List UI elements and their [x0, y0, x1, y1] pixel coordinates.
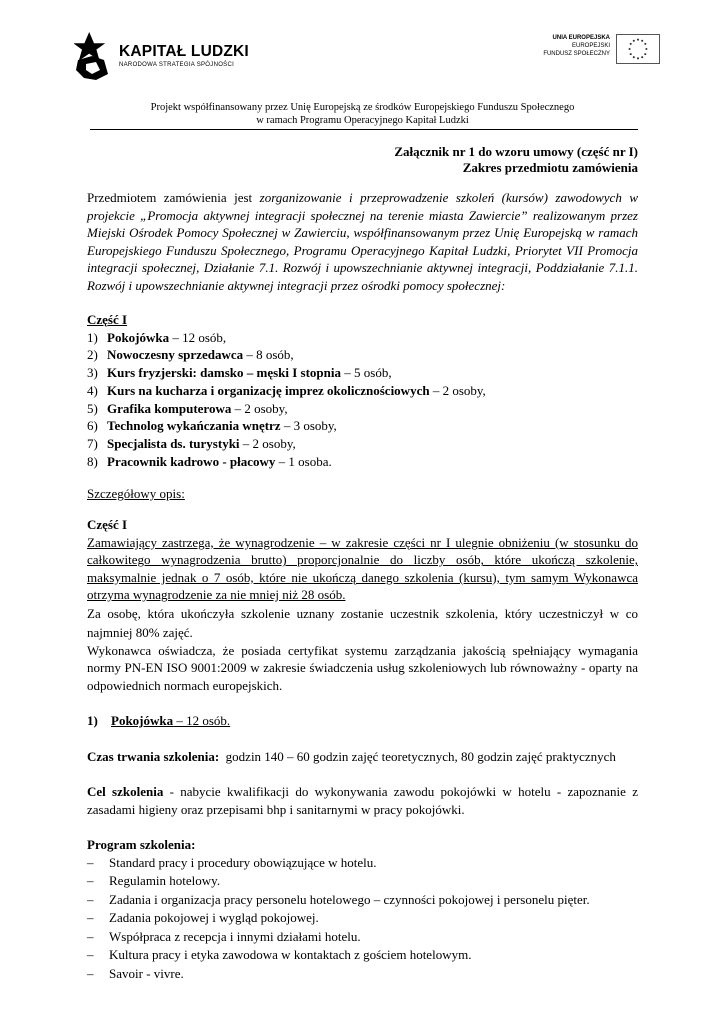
list-item	[87, 346, 638, 364]
item-number: 8)	[87, 454, 98, 470]
item-number: 5)	[87, 400, 98, 416]
logo-subtitle: NARODOWA STRATEGIA SPÓJNOŚCI	[119, 62, 235, 68]
remuneration-paragraph: Zamawiający zastrzega, że wynagrodzenie – w zakresie części nr I ulegnie obniżeniu (w stosunku do całkowitego wynagrodzenia brutto) proporcjonalnie do liczby osób, które ukończą szkolenie, maksymalnie jednak o 7 osób, które nie ukończą danego szkolenia (kursu), tym samym Wykonawca otrzyma wynagrodzenie za nie mniej niż 28 osób.	[87, 534, 638, 603]
item-number: 1)	[87, 329, 98, 345]
logo-title: KAPITAŁ LUDZKI	[119, 43, 249, 60]
list-item: – Współpraca z recepcja i innymi działami hotelu.	[87, 928, 638, 947]
item-number: 4)	[87, 382, 98, 398]
header-divider	[90, 129, 638, 130]
item-name: Kurs fryzjerski: damsko – męski I stopnia	[107, 365, 342, 381]
list-item: – Zadania i organizacja pracy personelu hotelowego – czynności pokojowej i personelu pięter.	[87, 891, 638, 910]
item-count: – 2 osoby,	[429, 382, 486, 398]
kapital-ludzki-emblem-icon	[74, 30, 114, 82]
spacer	[87, 694, 638, 712]
eu-line-2: EUROPEJSKI	[571, 43, 610, 49]
eu-flag-icon	[616, 34, 660, 64]
item-count: – 3 osoby,	[280, 418, 337, 434]
list-item	[87, 364, 638, 382]
document-body	[87, 189, 638, 983]
list-item	[87, 400, 638, 418]
list-item: – Standard pracy i procedury obowiązujące w hotelu.	[87, 854, 638, 873]
list-item: – Savoir - vivre.	[87, 965, 638, 984]
details-part-heading: Część I	[87, 517, 128, 533]
spacer	[87, 765, 638, 783]
item-count: – 2 osoby,	[231, 400, 288, 416]
spacer	[87, 502, 638, 516]
list-item: – Regulamin hotelowy.	[87, 872, 638, 891]
spacer	[87, 818, 638, 836]
part1-list	[87, 329, 638, 471]
item-name: Nowoczesny sprzedawca	[107, 347, 244, 363]
course1-number: 1)	[87, 713, 98, 729]
item-count: – 8 osób,	[243, 347, 294, 363]
attachment-title	[394, 144, 638, 176]
item-name: Specjalista ds. turystyki	[107, 436, 240, 452]
intro-paragraph	[87, 189, 638, 294]
eu-logo-text	[543, 34, 610, 58]
duration-value: godzin 140 – 60 godzin zajęć teoretycznych, 80 godzin zajęć praktycznych	[219, 748, 616, 764]
spacer	[87, 730, 638, 748]
kapital-ludzki-logo	[74, 30, 264, 82]
intro-plain: Przedmiotem zamówienia jest	[87, 190, 260, 205]
eu-line-3: FUNDUSZ SPOŁECZNY	[543, 51, 610, 57]
intro-italic: zorganizowanie i przeprowadzenie szkoleń (kursów) zawodowych w projekcie „Promocja aktywnej integracji społecznej na terenie miasta Zawiercie” realizowanym przez Miejski Ośrodek Pomocy Społecznej w Zawierciu, współfinansowanym przez Unię Europejską w ramach Europejskiego Funduszu Społecznego, Programu Operacyjnego Kapitał Ludzki, Priorytet VII Promocja integracji społecznej, Działanie 7.1. Rozwój i upowszechnianie aktywnej integracji, Poddziałanie 7.1.1. Rozwój i upowszechnianie aktywnej integracji przez ośrodki pomocy społecznej:	[87, 190, 638, 293]
list-item	[87, 382, 638, 400]
list-item: – Kultura pracy i etyka zawodowa w kontaktach z gościem hotelowym.	[87, 946, 638, 965]
duration-label: Czas trwania szkolenia:	[87, 748, 220, 764]
item-count: – 5 osób,	[341, 365, 392, 381]
goal-value: - nabycie kwalifikacji do wykonywania zawodu pokojówki w hotelu - zapoznanie z zasadami higieny oraz przepisami bhp i sanitarnymi w pracy pokojówki.	[87, 784, 638, 817]
item-number: 6)	[87, 418, 98, 434]
header-line-2: w ramach Programu Operacyjnego Kapitał Ludzki	[256, 115, 469, 126]
item-name: Grafika komputerowa	[107, 400, 232, 416]
eu-line-1: UNIA EUROPEJSKA	[552, 35, 610, 41]
item-name: Kurs na kucharza i organizację imprez okolicznościowych	[107, 382, 430, 398]
course1-name: Pokojówka	[111, 713, 174, 729]
program-heading: Program szkolenia:	[87, 837, 196, 853]
item-count: – 2 osoby,	[239, 436, 296, 452]
details-heading: Szczegółowy opis:	[87, 485, 185, 501]
item-count: – 1 osoba.	[275, 454, 332, 470]
attachment-line-1: Załącznik nr 1 do wzoru umowy (część nr I)	[394, 144, 638, 159]
eu-logo	[530, 34, 660, 68]
item-count: – 12 osób,	[169, 329, 227, 345]
program-list	[87, 854, 638, 984]
item-name: Pokojówka	[107, 329, 170, 345]
course1-duration	[87, 748, 638, 766]
item-number: 2)	[87, 347, 98, 363]
item-number: 7)	[87, 436, 98, 452]
course1-heading	[87, 712, 638, 730]
spacer	[87, 471, 638, 485]
list-item	[87, 453, 638, 471]
list-item	[87, 435, 638, 453]
list-item: – Zadania pokojowej i wygląd pokojowej.	[87, 909, 638, 928]
header-line-1: Projekt współfinansowany przez Unię Europejską ze środków Europejskiego Funduszu Społecznego	[150, 102, 575, 113]
part1-heading: Część I	[87, 312, 128, 327]
project-header	[90, 101, 635, 127]
attachment-line-2: Zakres przedmiotu zamówienia	[462, 160, 638, 175]
list-item	[87, 417, 638, 435]
list-item	[87, 329, 638, 347]
completion-paragraph: Za osobę, która ukończyła szkolenie uznany zostanie uczestnik szkolenia, który uczestniczył w co najmniej 80% zajęć.	[87, 605, 638, 640]
course1-goal	[87, 783, 638, 818]
course1-count: – 12 osób.	[173, 713, 231, 729]
item-number: 3)	[87, 365, 98, 381]
item-name: Pracownik kadrowo - płacowy	[107, 454, 276, 470]
goal-label: Cel szkolenia	[87, 784, 164, 800]
item-name: Technolog wykańczania wnętrz	[107, 418, 281, 434]
certificate-paragraph: Wykonawca oświadcza, że posiada certyfikat systemu zarządzania jakością spełniający wymagania normy PN-EN ISO 9001:2009 w zakresie świadczenia usług szkoleniowych lub równoważny - oparty na odpowiednich normach europejskich.	[87, 642, 638, 693]
